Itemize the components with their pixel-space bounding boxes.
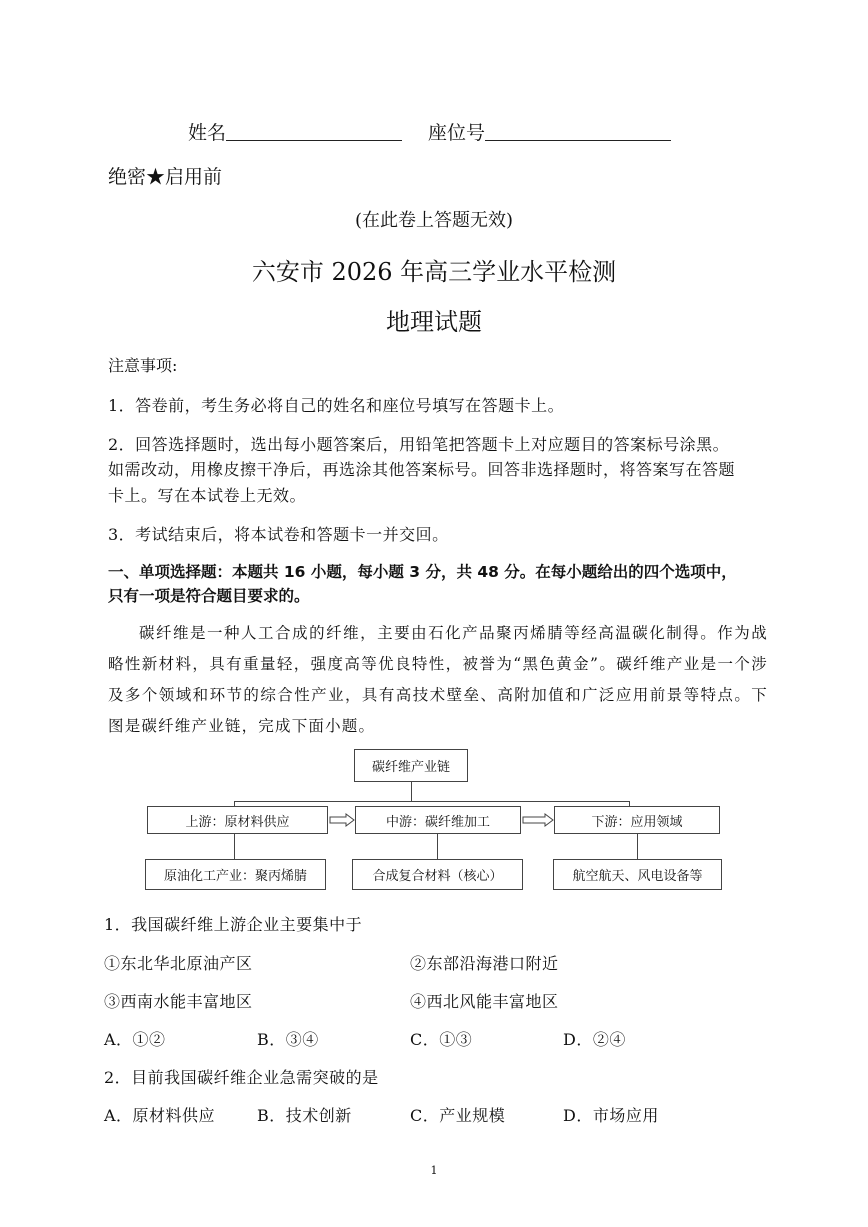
connector-line [234,801,630,802]
question-statement: ②东部沿海港口附近 [410,954,559,973]
question-statement: ④西北风能丰富地区 [410,992,559,1011]
answer-option: C．①③ [410,1030,473,1049]
notice-item: 1．答卷前，考生务必将自己的姓名和座位号填写在答题卡上。 [108,396,565,415]
seat-field [428,118,671,145]
seat-label: 座位号 [428,122,486,144]
name-field [188,118,402,145]
hollow-arrow-icon [329,814,355,826]
secret-label: 绝密★启用前 [108,166,223,188]
answer-option: D．市场应用 [563,1106,659,1125]
notice-item: 2．回答选择题时，选出每小题答案后，用铅笔把答题卡上对应题目的答案标号涂黑。 [108,435,730,454]
connector-line [637,834,638,859]
seat-blank [485,122,671,141]
diagram-root-box: 碳纤维产业链 [354,749,468,782]
invalid-note: (在此卷上答题无效) [354,210,514,231]
section-heading-line1: 一、单项选择题：本题共 16 小题，每小题 3 分，共 48 分。在每小题给出的四个选项中， [108,563,737,581]
notice-item: 如需改动，用橡皮擦干净后，再选涂其他答案标号。回答非选择题时，将答案写在答题 [108,460,736,479]
diagram-detail-upstream: 原油化工产业：聚丙烯腈 [145,859,326,890]
notice-heading: 注意事项: [108,356,178,375]
connector-line [437,834,438,859]
name-label: 姓名 [188,122,227,144]
notice-item: 3．考试结束后，将本试卷和答题卡一并交回。 [108,525,449,544]
connector-line [234,834,235,859]
answer-option: B．③④ [257,1030,319,1049]
answer-option: A．①② [104,1030,166,1049]
answer-option: D．②④ [563,1030,626,1049]
passage: 碳纤维是一种人工合成的纤维，主要由石化产品聚丙烯腈等经高温碳化制得。作为战略性新材料，具有重量轻，强度高等优良特性，被誉为“黑色黄金”。碳纤维产业是一个涉及多个领域和环节的综合性产业，具有高技术壁垒、高附加值和广泛应用前景等特点。下图是碳纤维产业链，完成下面小题。 [108,624,768,735]
exam-title: 六安市 2026 年高三学业水平检测 [251,258,617,286]
diagram-detail-midstream: 合成复合材料（核心） [352,859,523,890]
diagram-stage-upstream: 上游：原材料供应 [147,806,328,834]
diagram-stage-downstream: 下游：应用领域 [554,806,720,834]
name-blank [226,122,402,141]
question-statement: ③西南水能丰富地区 [104,992,253,1011]
answer-option: A．原材料供应 [104,1106,216,1125]
hollow-arrow-icon [522,814,554,826]
diagram-stage-midstream: 中游：碳纤维加工 [355,806,521,834]
answer-option: C．产业规模 [410,1106,506,1125]
question-stem: 2．目前我国碳纤维企业急需突破的是 [104,1068,379,1087]
connector-line [411,782,412,802]
question-statement: ①东北华北原油产区 [104,954,253,973]
question-stem: 1．我国碳纤维上游企业主要集中于 [104,915,363,934]
notice-item: 卡上。写在本试卷上无效。 [108,486,307,505]
answer-option: B．技术创新 [257,1106,352,1125]
subject-title: 地理试题 [386,308,482,336]
diagram-detail-downstream: 航空航天、风电设备等 [553,859,722,890]
section-heading-line2: 只有一项是符合题目要求的。 [108,587,310,605]
page-number: 1 [430,1164,438,1177]
